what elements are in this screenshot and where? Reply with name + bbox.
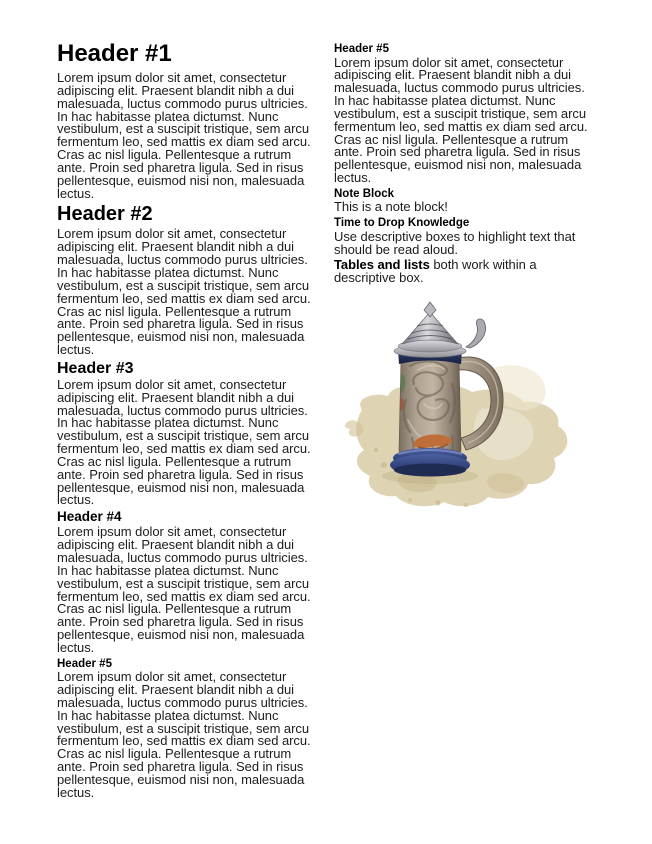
heading-5: Header #5 (334, 43, 389, 55)
heading-2: Header #2 (57, 203, 153, 226)
knowledge-block-text: Use descriptive boxes to highlight text that should be read aloud. (334, 228, 576, 257)
heading-5: Header #5 (57, 657, 112, 670)
paragraph: Lorem ipsum dolor sit amet, consectetur adipiscing elit. Praesent blandit nibh a dui malesuada, luctus commodo purus ultricies. In hac habitasse platea dictumst. Nunc vestibulum, est a suscipit tristique, sem arcu fermentum leo, sed mattis ex diam sed arcu. Cras ac nisl ligula. Pellentesque a rutrum ante. Proin sed pharetra ligula. Sed in risus pellentesque, euismod nisi non, malesuada lectus. (57, 669, 311, 800)
knowledge-block-text-2: Tables and lists both work within a descriptive box. (334, 257, 537, 286)
paragraph: Lorem ipsum dolor sit amet, consectetur adipiscing elit. Praesent blandit nibh a dui malesuada, luctus commodo purus ultricies. In hac habitasse platea dictumst. Nunc vestibulum, est a suscipit tristique, sem arcu fermentum leo, sed mattis ex diam sed arcu. Cras ac nisl ligula. Pellentesque a rutrum ante. Proin sed pharetra ligula. Sed in risus pellentesque, euismod nisi non, malesuada lectus. (57, 376, 311, 508)
note-block-text: This is a note block! (334, 199, 448, 215)
left-column (57, 41, 320, 803)
paragraph: Lorem ipsum dolor sit amet, consectetur adipiscing elit. Praesent blandit nibh a dui malesuada, luctus commodo purus ultricies. In hac habitasse platea dictumst. Nunc vestibulum, est a suscipit tristique, sem arcu fermentum leo, sed mattis ex diam sed arcu. Cras ac nisl ligula. Pellentesque a rutrum ante. Proin sed pharetra ligula. Sed in risus pellentesque, euismod nisi non, malesuada lectus. (57, 226, 311, 358)
paragraph: Lorem ipsum dolor sit amet, consectetur adipiscing elit. Praesent blandit nibh a dui malesuada, luctus commodo purus ultricies. In hac habitasse platea dictumst. Nunc vestibulum, est a suscipit tristique, sem arcu fermentum leo, sed mattis ex diam sed arcu. Cras ac nisl ligula. Pellentesque a rutrum ante. Proin sed pharetra ligula. Sed in risus pellentesque, euismod nisi non, malesuada lectus. (57, 70, 311, 201)
right-column (334, 41, 597, 288)
stein-base (390, 448, 470, 477)
stein-thumblift (466, 319, 486, 348)
knowledge-block-title: Time to Drop Knowledge (334, 217, 470, 230)
bold-lead: Tables and lists (334, 257, 430, 273)
beer-stein-illustration (340, 300, 640, 515)
note-block-title: Note Block (334, 187, 395, 200)
paragraph: Lorem ipsum dolor sit amet, consectetur adipiscing elit. Praesent blandit nibh a dui malesuada, luctus commodo purus ultricies. In hac habitasse platea dictumst. Nunc vestibulum, est a suscipit tristique, sem arcu fermentum leo, sed mattis ex diam sed arcu. Cras ac nisl ligula. Pellentesque a rutrum ante. Proin sed pharetra ligula. Sed in risus pellentesque, euismod nisi non, malesuada lectus. (334, 54, 588, 186)
heading-3: Header #3 (57, 359, 134, 377)
stein-finial (424, 302, 436, 317)
paragraph: Lorem ipsum dolor sit amet, consectetur adipiscing elit. Praesent blandit nibh a dui malesuada, luctus commodo purus ultricies. In hac habitasse platea dictumst. Nunc vestibulum, est a suscipit tristique, sem arcu fermentum leo, sed mattis ex diam sed arcu. Cras ac nisl ligula. Pellentesque a rutrum ante. Proin sed pharetra ligula. Sed in risus pellentesque, euismod nisi non, malesuada lectus. (57, 524, 311, 655)
heading-4: Header #4 (57, 509, 122, 525)
heading-1: Header #1 (57, 40, 172, 67)
